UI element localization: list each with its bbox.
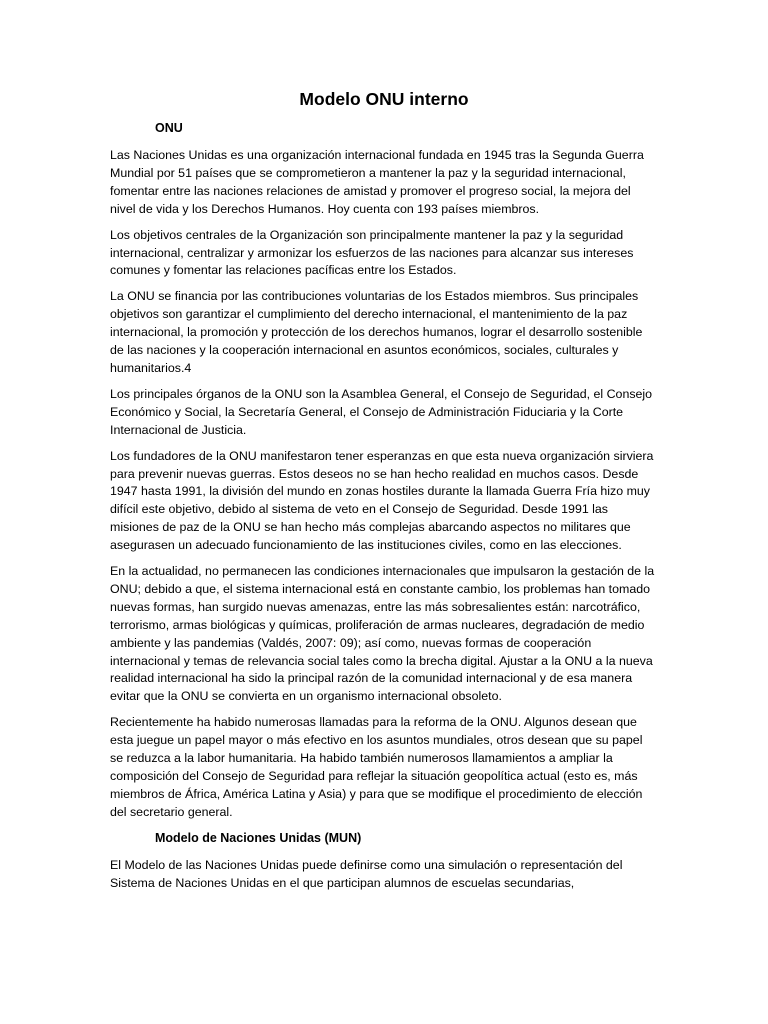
document-page [110, 88, 658, 901]
paragraph: Los objetivos centrales de la Organización son principalmente mantener la paz y la seguridad internacional, centralizar y armonizar los esfuerzos de las naciones para alcanzar sus intereses comunes y fomentar las relaciones pacíficas entre los Estados. [110, 227, 634, 278]
document-title: Modelo ONU interno [299, 89, 469, 109]
paragraph: La ONU se financia por las contribuciones voluntarias de los Estados miembros. Sus principales objetivos son garantizar el cumplimiento del derecho internacional, el mantenimiento de la paz internacional, la promoción y protección de los derechos humanos, lograr el desarrollo sostenible de las naciones y la cooperación internacional en asuntos económicos, sociales, culturales y humanitarios.4 [110, 289, 643, 375]
paragraph: Recientemente ha habido numerosas llamadas para la reforma de la ONU. Algunos desean que esta juegue un papel mayor o más efectivo en los asuntos mundiales, otros desean que su papel se reduzca a la labor humanitaria. Ha habido también numerosos llamamientos a ampliar la composición del Consejo de Seguridad para reflejar la situación geopolítica actual (esto es, más miembros de África, América Latina y Asia) y para que se modifique el procedimiento de elección del secretario general. [110, 715, 643, 819]
section-onu [110, 120, 658, 822]
paragraph: Las Naciones Unidas es una organización internacional fundada en 1945 tras la Segunda Guerra Mundial por 51 países que se comprometieron a mantener la paz y la seguridad internacional, fomentar entre las naciones relaciones de amistad y promover el progreso social, la mejora del nivel de vida y los Derechos Humanos. Hoy cuenta con 193 países miembros. [110, 148, 644, 216]
section-heading-mun: Modelo de Naciones Unidas (MUN) [155, 830, 362, 845]
section-mun [110, 830, 658, 893]
paragraph: El Modelo de las Naciones Unidas puede definirse como una simulación o representación del Sistema de Naciones Unidas en el que participan alumnos de escuelas secundarias, [110, 857, 623, 890]
section-heading-onu: ONU [155, 121, 183, 135]
paragraph: Los principales órganos de la ONU son la Asamblea General, el Consejo de Seguridad, el Consejo Económico y Social, la Secretaría General, el Consejo de Administración Fiduciaria y la Corte Internacional de Justicia. [110, 386, 653, 437]
paragraph: En la actualidad, no permanecen las condiciones internacionales que impulsaron la gestación de la ONU; debido a que, el sistema internacional está en constante cambio, los problemas han tomado nuevas formas, han surgido nuevas amenazas, entre las más sobresalientes están: narcotráfico, terrorismo, armas biológicas y químicas, proliferación de armas nucleares, degradación de medio ambiente y las pandemias (Valdés, 2007: 09); así como, nuevas formas de cooperación internacional y temas de relevancia social tales como la brecha digital. Ajustar a la ONU a la nueva realidad internacional ha sido la principal razón de la comunidad internacional y de esa manera evitar que la ONU se convierta en un organismo internacional obsoleto. [110, 564, 655, 704]
paragraph: Los fundadores de la ONU manifestaron tener esperanzas en que esta nueva organización sirviera para prevenir nuevas guerras. Estos deseos no se han hecho realidad en muchos casos. Desde 1947 hasta 1991, la división del mundo en zonas hostiles durante la llamada Guerra Fría hizo muy difícil este objetivo, debido al sistema de veto en el Consejo de Seguridad. Desde 1991 las misiones de paz de la ONU se han hecho más complejas abarcando aspectos no militares que asegurasen un adecuado funcionamiento de las instituciones civiles, como en las elecciones. [110, 448, 654, 553]
